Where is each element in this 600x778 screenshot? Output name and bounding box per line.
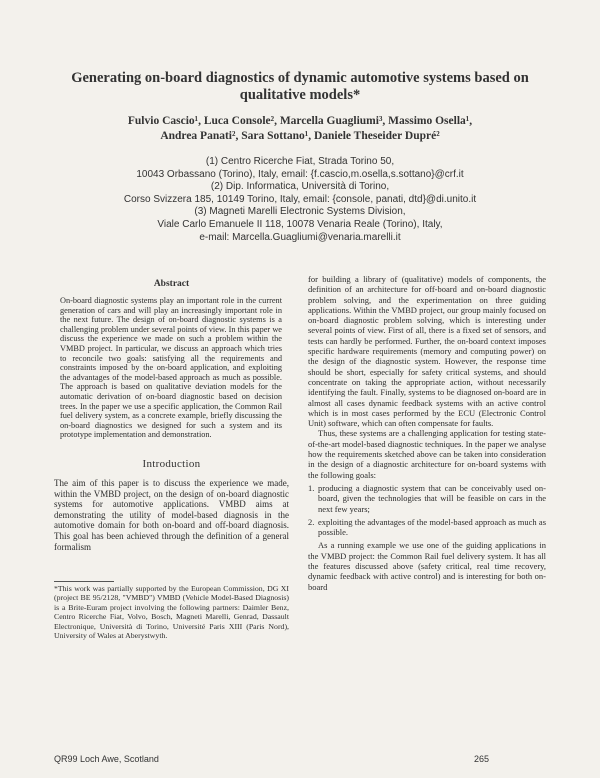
author-line: Fulvio Cascio¹, Luca Console², Marcella Guagliumi³, Massimo Osella¹, <box>127 115 473 127</box>
paragraph: for building a library of (qualitative) models of components, the definition of an architecture for off-board and on-board diagnostic problem solving, and the experimentation on three guiding applications. Within the VMBD project, our group mainly focused on on-board diagnostic problem solving, which is interesting under several points of view. First of all, there is a fixed set of sensors, and tests can hardly be performed. Further, the on-board context imposes specific hardware requirements (memory and computing power) on the design of the diagnostic system. However, the response time should be short, especially for safety critical systems, and should concentrate on taking the appropriate action, without necessarily identifying the fault. Finally, systems to be diagnosed on-board are in almost all cases dynamic feedback systems with an active control which is in most cases performed by the ECU (Electronic Control Unit) software, which can often compensate for faults. <box>308 274 546 429</box>
list-number: 2. <box>308 516 315 527</box>
right-column <box>308 274 546 592</box>
affiliation-line: Viale Carlo Emanuele II 118, 10078 Venaria Reale (Torino), Italy, <box>157 218 443 230</box>
abstract-text: On-board diagnostic systems play an important role in the current generation of cars and will play an increasingly important role in the next future. The design of on-board diagnostic systems is a challenging problem under several points of view. In this paper we discuss the experience we made on such a problem within the VMBD project. In particular, we discuss an approach which tries to reconcile two goals: satisfying all the requirements and constraints imposed by the on-board application, and exploiting the advantages of the model-based approach as much as possible. The approach is based on qualitative deviation models for the automatic derivation of on-board diagnostic based on decision trees. In the paper we use a specific application, the Common Rail fuel delivery system, as a concrete example, briefly discussing the on-board diagnostics we designed for such a system and its prototype implementation and demonstration. <box>60 296 282 440</box>
footer-venue: QR99 Loch Awe, Scotland <box>54 754 159 764</box>
list-item <box>308 483 546 514</box>
footnote-text: *This work was partially supported by the European Commission, DG XI (project BE 95/2128, "VMBD") VMBD (Vehicle Model-Based Diagnosis) is a Brite-Euram project involving the following partners: Daimler Benz, Centro Ricerche Fiat, Volvo, Bosch, Magneti Marelli, Genrad, Dassault Electronique, Università di Torino, Université Paris XIII (Paris Nord), University of Wales at Aberystwyth. <box>54 584 289 641</box>
author-line: Andrea Panati², Sara Sottano¹, Daniele Theseider Dupré² <box>160 129 440 142</box>
page-number: 265 <box>474 754 490 764</box>
introduction-text: The aim of this paper is to discuss the experience we made, within the VMBD project, on the design of on-board diagnostic systems for automotive applications. VMBD aims at demonstrating the utility of model-based diagnosis in the automotive domain for both on-board and off-board diagnosis. This goal has been achieved through the definition of a general formalism <box>54 478 289 552</box>
affiliation-line: e-mail: Marcella.Guagliumi@venaria.marelli.it <box>199 231 401 243</box>
list-text: exploiting the advantages of the model-based approach as much as possible. <box>318 516 546 538</box>
list-item <box>308 517 546 538</box>
affiliation-line: 10043 Orbassano (Torino), Italy, email: {f.cascio,m.osella,s.sottano}@crf.it <box>136 168 464 180</box>
list-number: 1. <box>308 482 315 493</box>
paragraph: Thus, these systems are a challenging application for testing state-of-the-art model-based diagnostic techniques. In the paper we analyse how the requirements sketched above can be taken into consideration in the design of a diagnostic architecture for on-board systems with the following goals: <box>308 428 546 480</box>
affiliation-line: (1) Centro Ricerche Fiat, Strada Torino 50, <box>205 156 395 167</box>
affiliation-line: (3) Magneti Marelli Electronic Systems Division, <box>194 206 406 218</box>
paragraph: As a running example we use one of the guiding applications in the VMBD project: the Common Rail fuel delivery system. It has all the features discussed above (safety critical, real time recovery, dynamic feedback with active control) and is interesting for both on-board <box>308 540 546 592</box>
affiliation-line: Corso Svizzera 185, 10149 Torino, Italy, email: {console, panati, dtd}@di.unito.it <box>123 193 477 205</box>
footnote-rule <box>54 581 114 582</box>
list-text: producing a diagnostic system that can be conceivably used on-board, given the technologies that will be feasible on cars in the next few years; <box>318 482 546 514</box>
paper-title: Generating on-board diagnostics of dynamic automotive systems based on qualitative models* <box>71 70 529 103</box>
affiliations <box>70 156 530 244</box>
introduction-heading: Introduction <box>142 458 201 470</box>
goal-list <box>308 483 546 537</box>
abstract-heading: Abstract <box>153 279 190 289</box>
affiliation-line: (2) Dip. Informatica, Università di Torino, <box>210 181 390 193</box>
author-list <box>60 114 540 143</box>
